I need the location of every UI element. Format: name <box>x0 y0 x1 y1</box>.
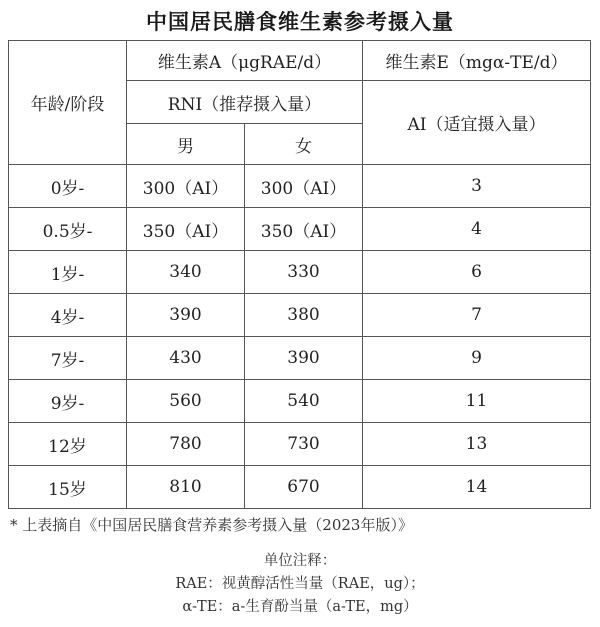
vitamin-e-value-cell: 3 <box>363 165 591 208</box>
female-value-cell: 540 <box>245 380 363 423</box>
age-cell: 12岁 <box>9 423 127 466</box>
page-title: 中国居民膳食维生素参考摄入量 <box>146 10 454 34</box>
unit-notes-heading: 单位注释： <box>263 553 337 569</box>
male-value-cell: 300（AI） <box>127 165 245 208</box>
male-value-cell: 350（AI） <box>127 208 245 251</box>
header-row-1 <box>9 41 591 81</box>
female-value-cell: 380 <box>245 294 363 337</box>
unit-note-rae: RAE：视黄醇活性当量（RAE，ug）； <box>175 576 425 592</box>
table-row <box>9 251 591 294</box>
table-row <box>9 165 591 208</box>
vitamin-a-header: 维生素A（μgRAE/d） <box>127 41 363 81</box>
age-stage-header: 年龄/阶段 <box>9 41 127 165</box>
table-row <box>9 423 591 466</box>
table-row <box>9 337 591 380</box>
table-row <box>9 208 591 251</box>
male-value-cell: 780 <box>127 423 245 466</box>
age-cell: 7岁- <box>9 337 127 380</box>
age-cell: 1岁- <box>9 251 127 294</box>
unit-notes <box>0 550 600 619</box>
table-row <box>9 466 591 509</box>
vitamin-e-value-cell: 14 <box>363 466 591 509</box>
age-cell: 15岁 <box>9 466 127 509</box>
table-row <box>9 294 591 337</box>
table-row <box>9 380 591 423</box>
source-footnote: * 上表摘自《中国居民膳食营养素参考摄入量（2023年版）》 <box>10 516 413 534</box>
vitamin-e-value-cell: 9 <box>363 337 591 380</box>
male-value-cell: 390 <box>127 294 245 337</box>
age-cell: 0.5岁- <box>9 208 127 251</box>
male-value-cell: 560 <box>127 380 245 423</box>
age-cell: 9岁- <box>9 380 127 423</box>
vitamin-e-header: 维生素E（mgα-TE/d） <box>363 41 591 81</box>
vitamin-e-value-cell: 7 <box>363 294 591 337</box>
age-cell: 4岁- <box>9 294 127 337</box>
female-value-cell: 300（AI） <box>245 165 363 208</box>
vitamin-e-value-cell: 11 <box>363 380 591 423</box>
male-value-cell: 430 <box>127 337 245 380</box>
male-value-cell: 340 <box>127 251 245 294</box>
nutrient-table <box>8 40 591 509</box>
rni-header: RNI（推荐摄入量） <box>127 81 363 124</box>
female-value-cell: 330 <box>245 251 363 294</box>
male-value-cell: 810 <box>127 466 245 509</box>
female-value-cell: 670 <box>245 466 363 509</box>
female-header: 女 <box>245 124 363 165</box>
vitamin-e-value-cell: 6 <box>363 251 591 294</box>
vitamin-e-value-cell: 4 <box>363 208 591 251</box>
female-value-cell: 390 <box>245 337 363 380</box>
age-cell: 0岁- <box>9 165 127 208</box>
ai-header: AI（适宜摄入量） <box>363 81 591 165</box>
female-value-cell: 350（AI） <box>245 208 363 251</box>
vitamin-e-value-cell: 13 <box>363 423 591 466</box>
unit-note-te: α-TE：a-生育酚当量（a-TE，mg） <box>182 599 418 615</box>
female-value-cell: 730 <box>245 423 363 466</box>
male-header: 男 <box>127 124 245 165</box>
